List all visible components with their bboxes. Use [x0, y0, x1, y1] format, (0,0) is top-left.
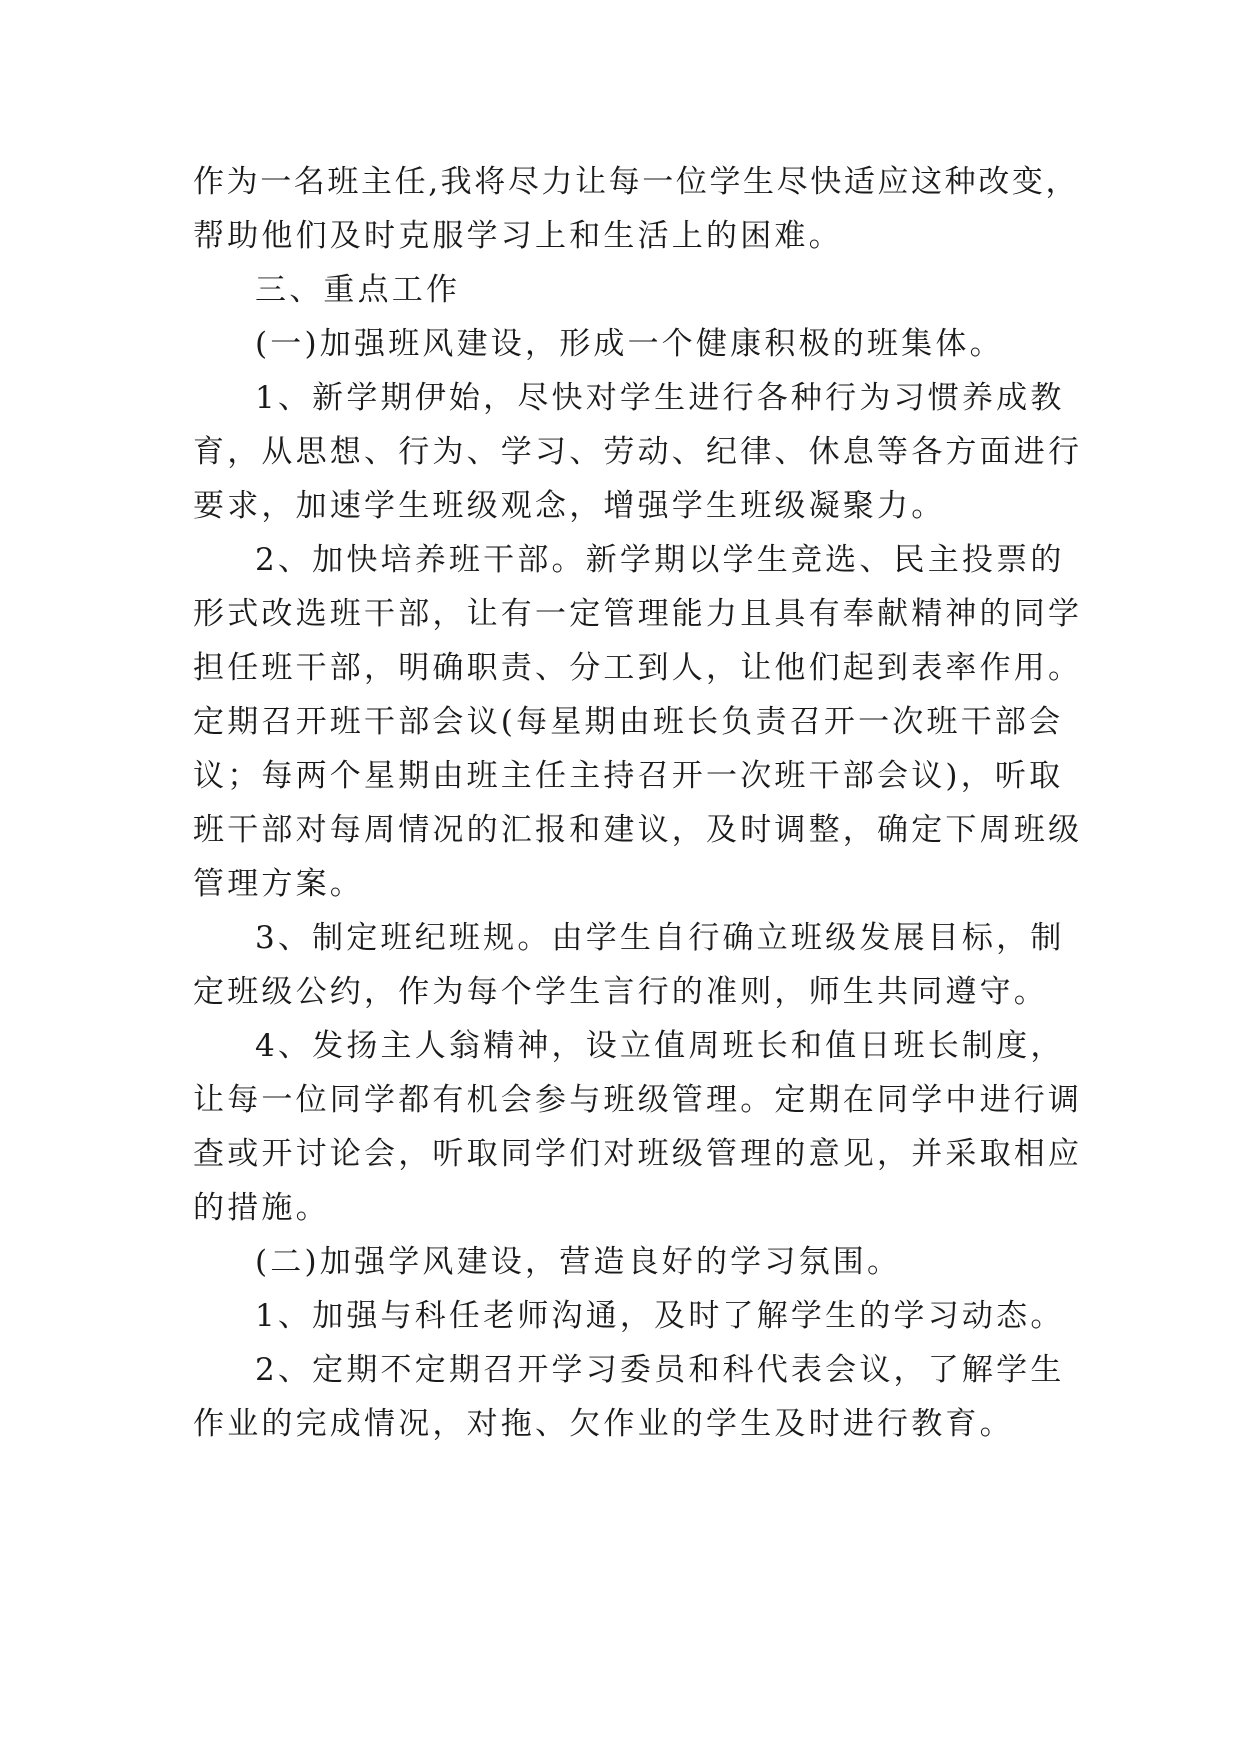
text-line: 作业的完成情况，对拖、欠作业的学生及时进行教育。 — [193, 1406, 1014, 1442]
text-line: 要求，加速学生班级观念，增强学生班级凝聚力。 — [193, 488, 946, 524]
text-line: 形式改选班干部，让有一定管理能力且具有奉献精神的同学 — [193, 596, 1083, 632]
text-line: 让每一位同学都有机会参与班级管理。定期在同学中进行调 — [193, 1082, 1083, 1118]
text-line: 管理方案。 — [193, 866, 364, 902]
text-line: 帮助他们及时克服学习上和生活上的困难。 — [193, 218, 843, 254]
text-line: 议；每两个星期由班主任主持召开一次班干部会议)，听取 — [193, 758, 1064, 794]
text-line: 4、发扬主人翁精神，设立值周班长和值日班长制度， — [255, 1028, 1065, 1064]
text-line: 担任班干部，明确职责、分工到人，让他们起到表率作用。 — [193, 650, 1083, 686]
text-line: 的措施。 — [193, 1190, 330, 1226]
text-line: 3、制定班纪班规。由学生自行确立班级发展目标，制 — [255, 920, 1065, 956]
text-line: 查或开讨论会，听取同学们对班级管理的意见，并采取相应 — [193, 1136, 1083, 1172]
text-line: 1、新学期伊始，尽快对学生进行各种行为习惯养成教 — [255, 380, 1065, 416]
text-line: 班干部对每周情况的汇报和建议，及时调整，确定下周班级 — [193, 812, 1083, 848]
text-line: 育，从思想、行为、学习、劳动、纪律、休息等各方面进行 — [193, 434, 1083, 470]
text-line: 定期召开班干部会议(每星期由班长负责召开一次班干部会 — [193, 704, 1064, 740]
text-line: 作为一名班主任,我将尽力让每一位学生尽快适应这种改变， — [193, 164, 1080, 200]
text-line: 2、加快培养班干部。新学期以学生竞选、民主投票的 — [255, 542, 1065, 578]
subsection-heading: (二)加强学风建设，营造良好的学习氛围。 — [255, 1244, 902, 1280]
document-body — [193, 155, 1093, 1451]
text-line: 1、加强与科任老师沟通，及时了解学生的学习动态。 — [255, 1298, 1065, 1334]
text-line: 定班级公约，作为每个学生言行的准则，师生共同遵守。 — [193, 974, 1048, 1010]
text-line: 2、定期不定期召开学习委员和科代表会议，了解学生 — [255, 1352, 1065, 1388]
section-heading: 三、重点工作 — [255, 272, 461, 308]
subsection-heading: (一)加强班风建设，形成一个健康积极的班集体。 — [255, 326, 1004, 362]
